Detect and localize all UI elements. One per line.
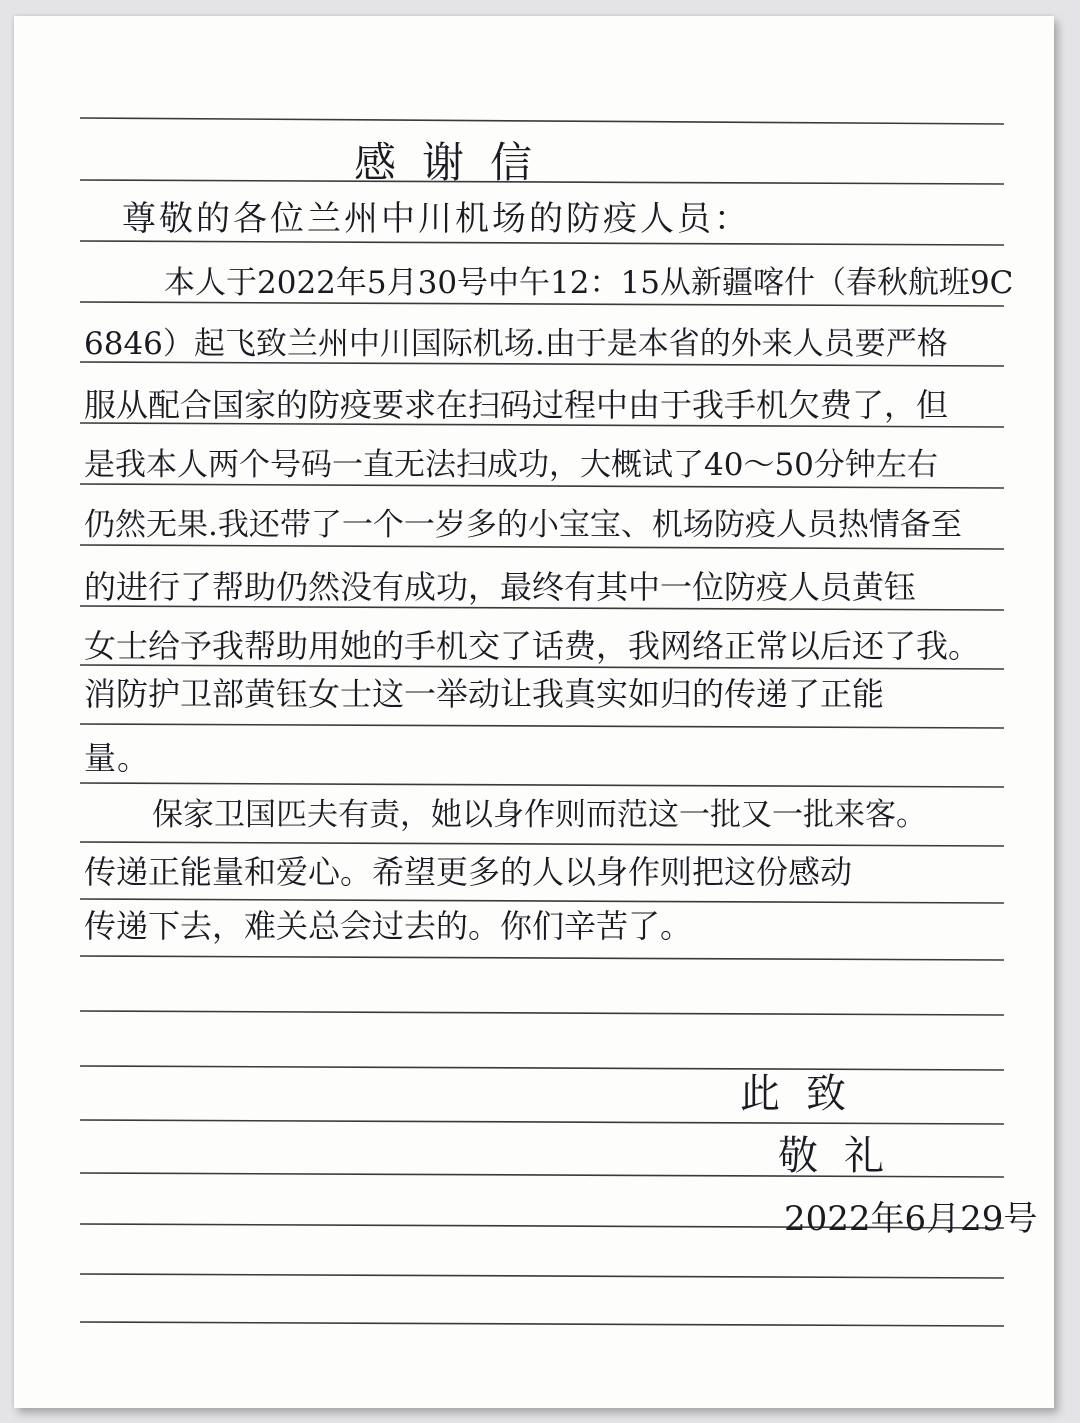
letter-salutation: 尊敬的各位兰州中川机场的防疫人员： bbox=[122, 199, 751, 239]
rule-line bbox=[80, 1120, 1004, 1124]
rule-line bbox=[80, 1322, 1004, 1326]
rule-line bbox=[80, 1011, 1004, 1015]
body-line: 的进行了帮助仍然没有成功，最终有其中一位防疫人员黄钰 bbox=[84, 568, 917, 606]
rule-line bbox=[80, 724, 1004, 728]
letter-date: 2022年6月29号 bbox=[784, 1199, 1038, 1239]
body-line: 是我本人两个号码一直无法扫成功，大概试了40～50分钟左右 bbox=[84, 447, 938, 483]
body-line: 6846）起飞致兰州中川国际机场.由于是本省的外来人员要严格 bbox=[84, 326, 948, 362]
body-line: 服从配合国家的防疫要求在扫码过程中由于我手机欠费了，但 bbox=[84, 386, 949, 424]
closing-line-2: 敬礼 bbox=[778, 1133, 910, 1179]
body-line: 量。 bbox=[84, 739, 151, 777]
body-line: 消防护卫部黄钰女士这一举动让我真实如归的传递了正能 bbox=[84, 675, 885, 713]
rule-line bbox=[80, 842, 1004, 846]
body-line: 仍然无果.我还带了一个一岁多的小宝宝、机场防疫人员热情备至 bbox=[84, 507, 962, 543]
rule-line bbox=[80, 1066, 1004, 1070]
rule-line bbox=[80, 606, 1004, 610]
body-line: 保家卫国匹夫有责，她以身作则而范这一批又一批来客。 bbox=[152, 797, 927, 833]
rule-line bbox=[80, 899, 1004, 903]
closing-line-1: 此致 bbox=[740, 1071, 872, 1117]
rule-line bbox=[80, 545, 1004, 549]
body-line: 传递下去，难关总会过去的。你们辛苦了。 bbox=[84, 907, 693, 945]
rule-line bbox=[80, 302, 1004, 306]
rule-line bbox=[80, 783, 1004, 787]
rule-line bbox=[80, 118, 1004, 124]
letter-title: 感谢信 bbox=[354, 138, 559, 187]
body-line: 女士给予我帮助用她的手机交了话费，我网络正常以后还了我。 bbox=[84, 627, 981, 665]
letter-paper bbox=[14, 16, 1054, 1408]
rule-line bbox=[80, 241, 1004, 245]
rule-line bbox=[80, 665, 1004, 669]
rule-line bbox=[80, 1274, 1004, 1278]
rule-line bbox=[80, 362, 1004, 366]
body-line: 本人于2022年5月30号中午12：15从新疆喀什（春秋航班9C bbox=[164, 265, 1014, 301]
body-line: 传递正能量和爱心。希望更多的人以身作则把这份感动 bbox=[84, 853, 853, 891]
rule-line bbox=[80, 484, 1004, 488]
rule-line bbox=[80, 956, 1004, 960]
